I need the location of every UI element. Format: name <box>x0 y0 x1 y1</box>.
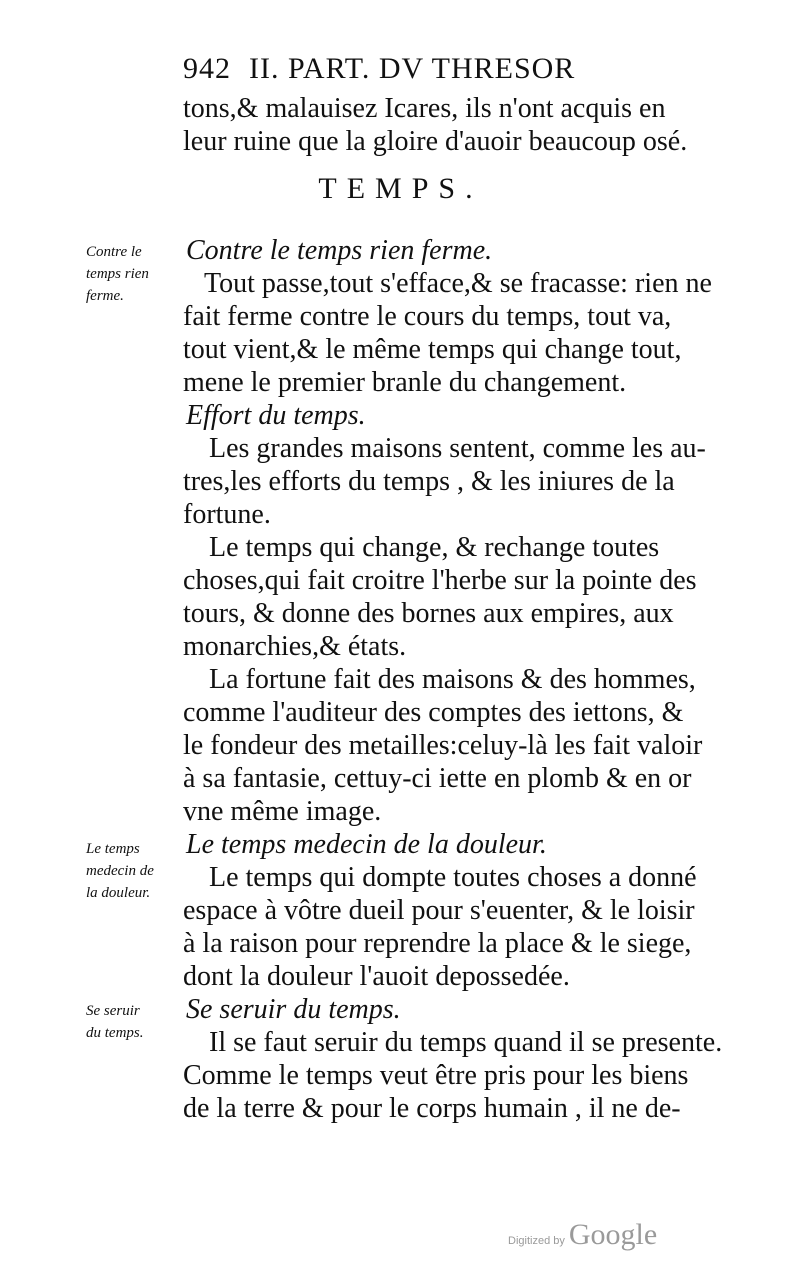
text-line: La fortune fait des maisons & des hommes, <box>209 664 696 695</box>
google-logo-text: Google <box>568 1218 658 1251</box>
running-head <box>183 52 575 86</box>
subheading: Se seruir du temps. <box>186 994 401 1025</box>
text-line: à la raison pour reprendre la place & le siege, <box>183 928 692 959</box>
text-line: vne même image. <box>183 796 382 827</box>
text-line: espace à vôtre dueil pour s'euenter, & le loisir <box>183 895 695 926</box>
text-line: fait ferme contre le cours du temps, tout va, <box>183 301 672 332</box>
text-line: comme l'auditeur des comptes des iettons, & <box>183 697 684 728</box>
text-line: tours, & donne des bornes aux empires, aux <box>183 598 674 629</box>
text-line: de la terre & pour le corps humain , il ne de- <box>183 1093 681 1124</box>
text-line: monarchies,& états. <box>183 631 407 662</box>
section-heading: TEMPS. <box>318 172 483 205</box>
margin-note-line: Contre le <box>86 244 142 260</box>
margin-note-line: Le temps <box>86 841 140 857</box>
text-line: le fondeur des metailles:celuy-là les fait valoir <box>183 730 703 761</box>
margin-note-line: la douleur. <box>86 885 151 901</box>
text-line: leur ruine que la gloire d'auoir beaucoup osé. <box>183 126 688 157</box>
text-line: Il se faut seruir du temps quand il se presente. <box>209 1027 723 1058</box>
text-line: Comme le temps veut être pris pour les biens <box>183 1060 689 1091</box>
text-line: dont la douleur l'auoit depossedée. <box>183 961 570 992</box>
text-line: fortune. <box>183 499 271 530</box>
margin-note <box>86 241 181 307</box>
text-line: à sa fantasie, cettuy-ci iette en plomb & en or <box>183 763 692 794</box>
margin-note <box>86 1000 181 1044</box>
margin-note-line: du temps. <box>86 1025 144 1041</box>
text-line: choses,qui fait croitre l'herbe sur la pointe des <box>183 565 697 596</box>
text-line: tout vient,& le même temps qui change tout, <box>183 334 682 365</box>
margin-note-line: temps rien <box>86 266 149 282</box>
text-line: tres,les efforts du temps , & les iniures de la <box>183 466 675 497</box>
text-line: tons,& malauisez Icares, ils n'ont acquis en <box>183 93 666 124</box>
digitization-watermark <box>508 1218 657 1252</box>
text-line: Tout passe,tout s'efface,& se fracasse: rien ne <box>204 268 712 299</box>
subheading: Le temps medecin de la douleur. <box>186 829 547 860</box>
margin-note-line: ferme. <box>86 288 124 304</box>
subheading: Effort du temps. <box>186 400 366 431</box>
margin-note <box>86 838 181 904</box>
subheading: Contre le temps rien ferme. <box>186 235 493 266</box>
margin-note-line: Se seruir <box>86 1003 140 1019</box>
text-line: Le temps qui change, & rechange toutes <box>209 532 660 563</box>
text-line: Le temps qui dompte toutes choses a donné <box>209 862 697 893</box>
text-line: mene le premier branle du changement. <box>183 367 627 398</box>
watermark-small-text: Digitized by <box>508 1235 565 1247</box>
margin-note-line: medecin de <box>86 863 154 879</box>
running-title: II. PART. DV THRESOR <box>249 52 576 85</box>
page-number: 942 <box>183 52 231 85</box>
text-line: Les grandes maisons sentent, comme les au- <box>209 433 706 464</box>
